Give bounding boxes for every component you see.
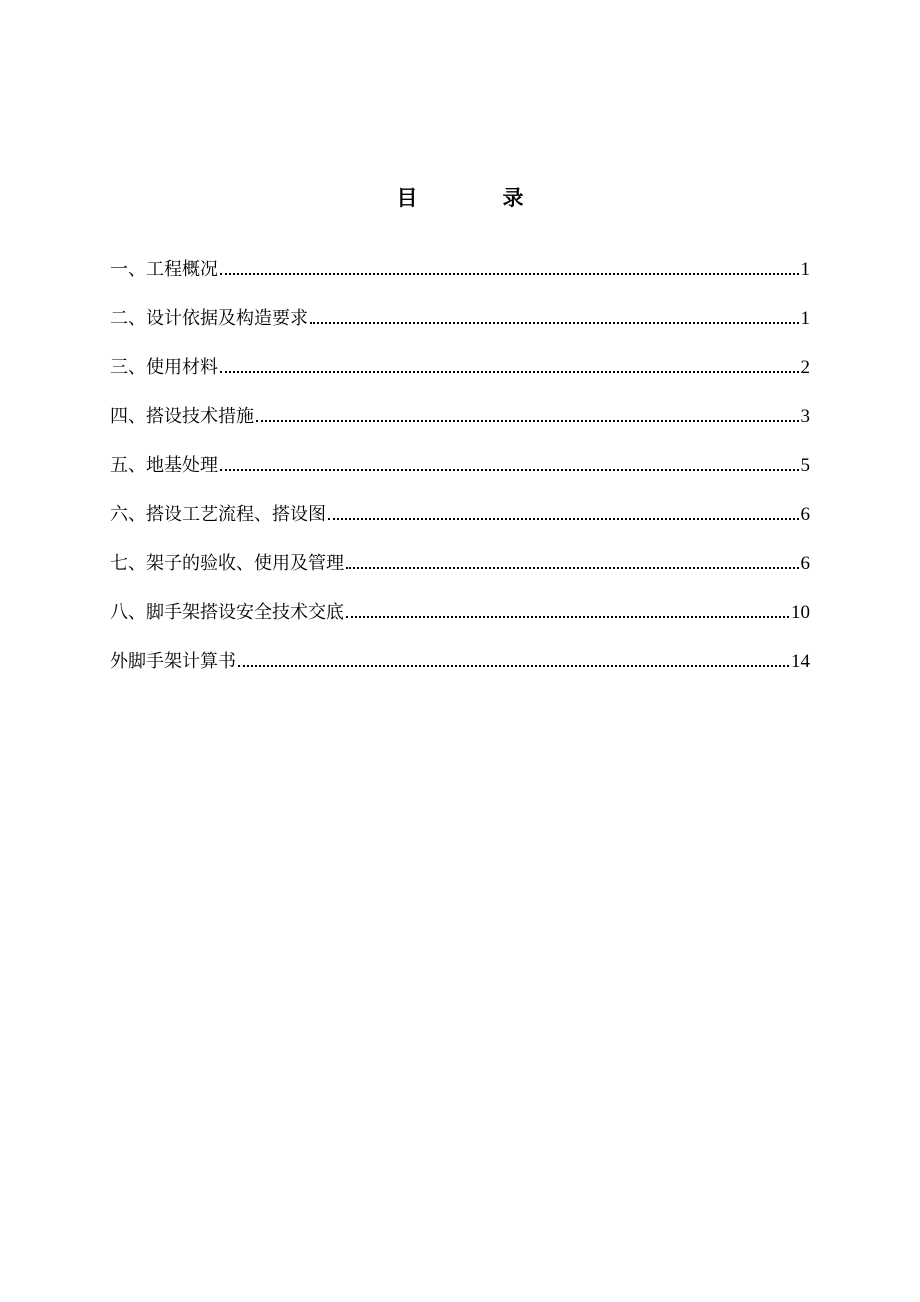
toc-entry[interactable] bbox=[110, 595, 810, 644]
toc-dot-leader bbox=[310, 322, 799, 324]
toc-entry-page: 3 bbox=[800, 406, 810, 427]
toc-entry[interactable] bbox=[110, 399, 810, 448]
toc-entry[interactable] bbox=[110, 546, 810, 595]
toc-entry-page: 1 bbox=[800, 308, 810, 329]
toc-entry-text: 七、架子的验收、使用及管理 bbox=[110, 553, 344, 574]
toc-list bbox=[110, 252, 810, 693]
toc-entry-text: 一、工程概况 bbox=[110, 259, 218, 280]
toc-dot-leader bbox=[256, 420, 799, 422]
toc-dot-leader bbox=[220, 371, 799, 373]
toc-entry-page: 14 bbox=[791, 651, 810, 672]
toc-entry-text: 三、使用材料 bbox=[110, 357, 218, 378]
toc-entry[interactable] bbox=[110, 497, 810, 546]
toc-dot-leader bbox=[346, 567, 799, 569]
toc-title: 目 录 bbox=[396, 185, 556, 210]
toc-dot-leader bbox=[328, 518, 799, 520]
toc-dot-leader bbox=[220, 273, 799, 275]
toc-entry[interactable] bbox=[110, 301, 810, 350]
toc-entry-page: 10 bbox=[791, 602, 810, 623]
toc-entry-page: 6 bbox=[800, 553, 810, 574]
toc-entry-page: 2 bbox=[800, 357, 810, 378]
toc-entry-page: 5 bbox=[800, 455, 810, 476]
toc-dot-leader bbox=[238, 665, 789, 667]
toc-entry-text: 外脚手架计算书 bbox=[110, 651, 236, 672]
toc-entry[interactable] bbox=[110, 350, 810, 399]
toc-entry-text: 五、地基处理 bbox=[110, 455, 218, 476]
toc-entry[interactable] bbox=[110, 644, 810, 693]
toc-entry-text: 二、设计依据及构造要求 bbox=[110, 308, 308, 329]
toc-entry-text: 八、脚手架搭设安全技术交底 bbox=[110, 602, 344, 623]
toc-entry-page: 6 bbox=[800, 504, 810, 525]
toc-entry-text: 六、搭设工艺流程、搭设图 bbox=[110, 504, 326, 525]
toc-entry-text: 四、搭设技术措施 bbox=[110, 406, 254, 427]
toc-entry-page: 1 bbox=[800, 259, 810, 280]
toc-entry[interactable] bbox=[110, 252, 810, 301]
toc-entry[interactable] bbox=[110, 448, 810, 497]
toc-dot-leader bbox=[220, 469, 799, 471]
toc-dot-leader bbox=[346, 616, 789, 618]
